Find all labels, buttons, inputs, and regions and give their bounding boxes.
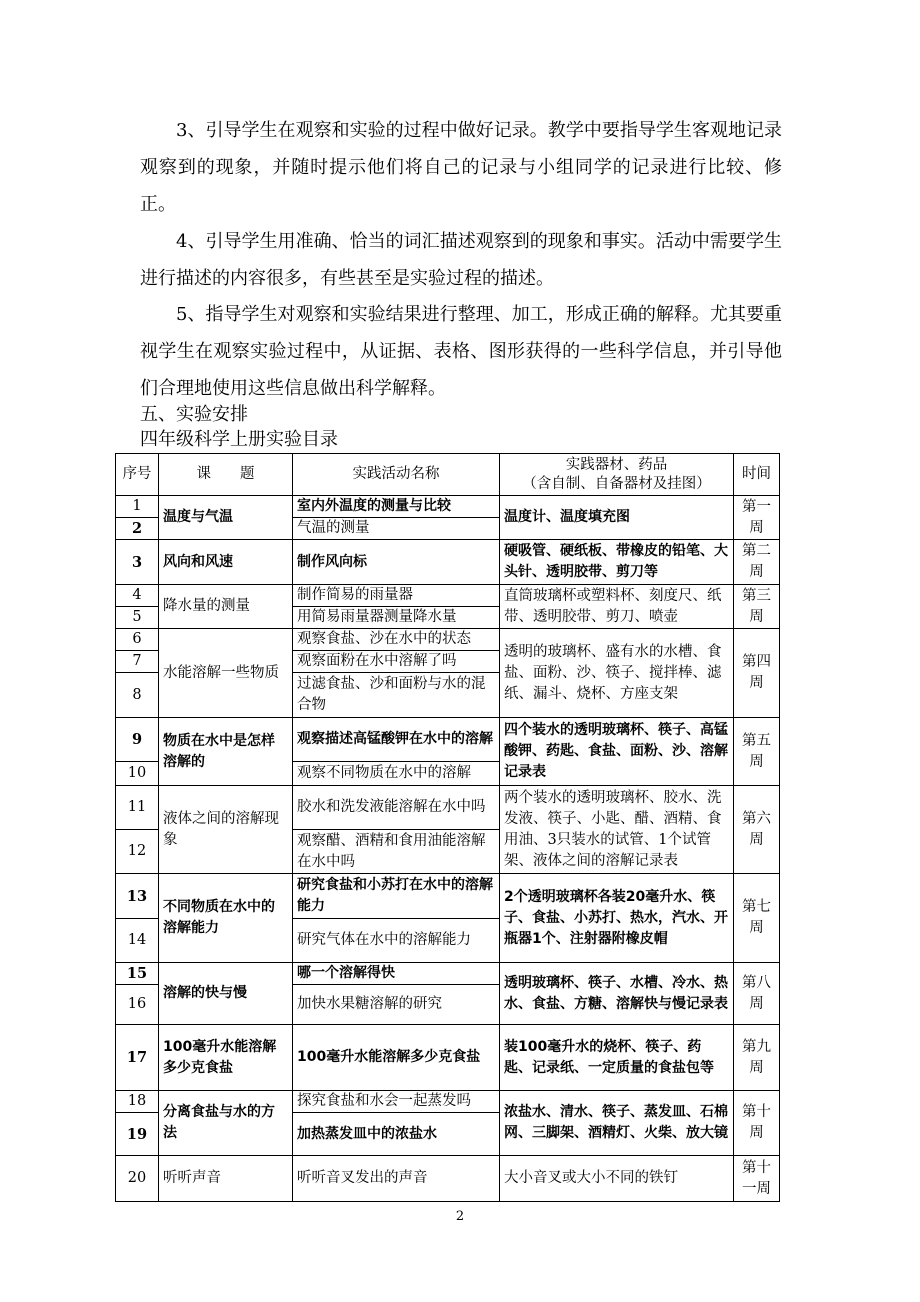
row-no: 1 [116, 496, 159, 518]
row-activity: 制作简易的雨量器 [293, 585, 500, 607]
row-no: 10 [116, 762, 159, 786]
row-no: 20 [116, 1156, 159, 1202]
row-topic: 温度与气温 [159, 496, 293, 540]
row-activity: 100毫升水能溶解多少克食盐 [293, 1025, 500, 1091]
row-materials: 直筒玻璃杯或塑料杯、刻度尺、纸带、透明胶带、剪刀、喷壶 [500, 585, 734, 629]
row-materials: 浓盐水、清水、筷子、蒸发皿、石棉网、三脚架、酒精灯、火柴、放大镜 [500, 1091, 734, 1156]
row-time: 第十周 [734, 1091, 780, 1156]
row-topic: 水能溶解一些物质 [159, 629, 293, 718]
row-activity: 观察面粉在水中溶解了吗 [293, 651, 500, 673]
row-topic: 溶解的快与慢 [159, 963, 293, 1025]
row-time: 第十一周 [734, 1156, 780, 1202]
row-topic: 物质在水中是怎样溶解的 [159, 718, 293, 786]
table-row [116, 1025, 780, 1091]
row-topic: 降水量的测量 [159, 585, 293, 629]
row-materials: 两个装水的透明玻璃杯、胶水、洗发液、筷子、小匙、醋、酒精、食用油、3只装水的试管、1个试管架、液体之间的溶解记录表 [500, 786, 734, 874]
row-activity: 胶水和洗发液能溶解在水中吗 [293, 786, 500, 830]
row-no: 14 [116, 919, 159, 963]
header-time: 时间 [734, 454, 780, 496]
row-activity: 观察食盐、沙在水中的状态 [293, 629, 500, 651]
row-topic: 100毫升水能溶解多少克食盐 [159, 1025, 293, 1091]
table-row [116, 496, 780, 518]
paragraph-4: 4、引导学生用准确、恰当的词汇描述观察到的现象和事实。活动中需要学生进行描述的内容很多，有些甚至是实验过程的描述。 [140, 231, 782, 289]
table-row [116, 585, 780, 607]
row-no: 4 [116, 585, 159, 607]
row-materials: 装100毫升水的烧杯、筷子、药匙、记录纸、一定质量的食盐包等 [500, 1025, 734, 1091]
row-time: 第八周 [734, 963, 780, 1025]
row-activity: 气温的测量 [293, 518, 500, 540]
row-activity: 过滤食盐、沙和面粉与水的混合物 [293, 673, 500, 718]
row-time: 第三周 [734, 585, 780, 629]
row-time: 第一周 [734, 496, 780, 540]
row-no: 7 [116, 651, 159, 673]
row-activity: 加热蒸发皿中的浓盐水 [293, 1113, 500, 1156]
table-row [116, 786, 780, 830]
header-activity: 实践活动名称 [293, 454, 500, 496]
row-no: 13 [116, 874, 159, 919]
row-activity: 研究食盐和小苏打在水中的溶解能力 [293, 874, 500, 919]
row-topic: 不同物质在水中的溶解能力 [159, 874, 293, 963]
row-materials: 四个装水的透明玻璃杯、筷子、高锰酸钾、药匙、食盐、面粉、沙、溶解记录表 [500, 718, 734, 786]
table-row [116, 1156, 780, 1202]
row-activity: 听听音叉发出的声音 [293, 1156, 500, 1202]
row-topic: 听听声音 [159, 1156, 293, 1202]
row-materials: 温度计、温度填充图 [500, 496, 734, 540]
row-activity: 探究食盐和水会一起蒸发吗 [293, 1091, 500, 1113]
row-materials: 透明的玻璃杯、盛有水的水槽、食盐、面粉、沙、筷子、搅拌棒、滤纸、漏斗、烧杯、方座支架 [500, 629, 734, 718]
row-no: 17 [116, 1025, 159, 1091]
table-row [116, 963, 780, 985]
row-no: 8 [116, 673, 159, 718]
header-topic: 课 题 [159, 454, 293, 496]
row-activity: 制作风向标 [293, 540, 500, 585]
row-no: 18 [116, 1091, 159, 1113]
row-activity: 室内外温度的测量与比较 [293, 496, 500, 518]
table-row [116, 540, 780, 585]
row-no: 2 [116, 518, 159, 540]
table-row [116, 629, 780, 651]
header-no: 序号 [116, 454, 159, 496]
row-no: 9 [116, 718, 159, 762]
row-no: 3 [116, 540, 159, 585]
row-time: 第四周 [734, 629, 780, 718]
paragraph-5: 5、指导学生对观察和实验结果进行整理、加工，形成正确的解释。尤其要重视学生在观察实验过程中，从证据、表格、图形获得的一些科学信息，并引导他们合理地使用这些信息做出科学解释。 [140, 304, 782, 399]
row-topic: 风向和风速 [159, 540, 293, 585]
row-time: 第七周 [734, 874, 780, 963]
table-title: 四年级科学上册实验目录 [140, 429, 338, 450]
row-materials: 硬吸管、硬纸板、带橡皮的铅笔、大头针、透明胶带、剪刀等 [500, 540, 734, 585]
row-no: 11 [116, 786, 159, 830]
row-topic: 分离食盐与水的方法 [159, 1091, 293, 1156]
table-header-row [116, 454, 780, 496]
page-number: 2 [455, 1209, 465, 1224]
row-activity: 哪一个溶解得快 [293, 963, 500, 985]
row-materials: 2个透明玻璃杯各装20毫升水、筷子、食盐、小苏打、热水，汽水、开瓶器1个、注射器附橡皮帽 [500, 874, 734, 963]
row-activity: 观察醋、酒精和食用油能溶解在水中吗 [293, 830, 500, 874]
row-materials: 透明玻璃杯、筷子、水槽、冷水、热水、食盐、方糖、溶解快与慢记录表 [500, 963, 734, 1025]
row-no: 15 [116, 963, 159, 985]
section-heading: 五、实验安排 [140, 404, 248, 425]
row-no: 6 [116, 629, 159, 651]
row-time: 第五周 [734, 718, 780, 786]
paragraph-3: 3、引导学生在观察和实验的过程中做好记录。教学中要指导学生客观地记录观察到的现象，并随时提示他们将自己的记录与小组同学的记录进行比较、修正。 [140, 120, 782, 215]
row-activity: 研究气体在水中的溶解能力 [293, 919, 500, 963]
row-time: 第二周 [734, 540, 780, 585]
row-materials: 大小音叉或大小不同的铁钉 [500, 1156, 734, 1202]
row-no: 5 [116, 607, 159, 629]
row-activity: 观察不同物质在水中的溶解 [293, 762, 500, 786]
row-activity: 用简易雨量器测量降水量 [293, 607, 500, 629]
row-activity: 观察描述高锰酸钾在水中的溶解 [293, 718, 500, 762]
row-no: 16 [116, 985, 159, 1025]
row-time: 第九周 [734, 1025, 780, 1091]
header-materials: 实践器材、药品 （含自制、自备器材及挂图） [500, 454, 734, 496]
experiment-catalog-table [115, 453, 780, 1202]
table-row [116, 718, 780, 762]
row-no: 12 [116, 830, 159, 874]
row-activity: 加快水果糖溶解的研究 [293, 985, 500, 1025]
row-time: 第六周 [734, 786, 780, 874]
row-topic: 液体之间的溶解现象 [159, 786, 293, 874]
table-row [116, 1091, 780, 1113]
table-row [116, 874, 780, 919]
row-no: 19 [116, 1113, 159, 1156]
